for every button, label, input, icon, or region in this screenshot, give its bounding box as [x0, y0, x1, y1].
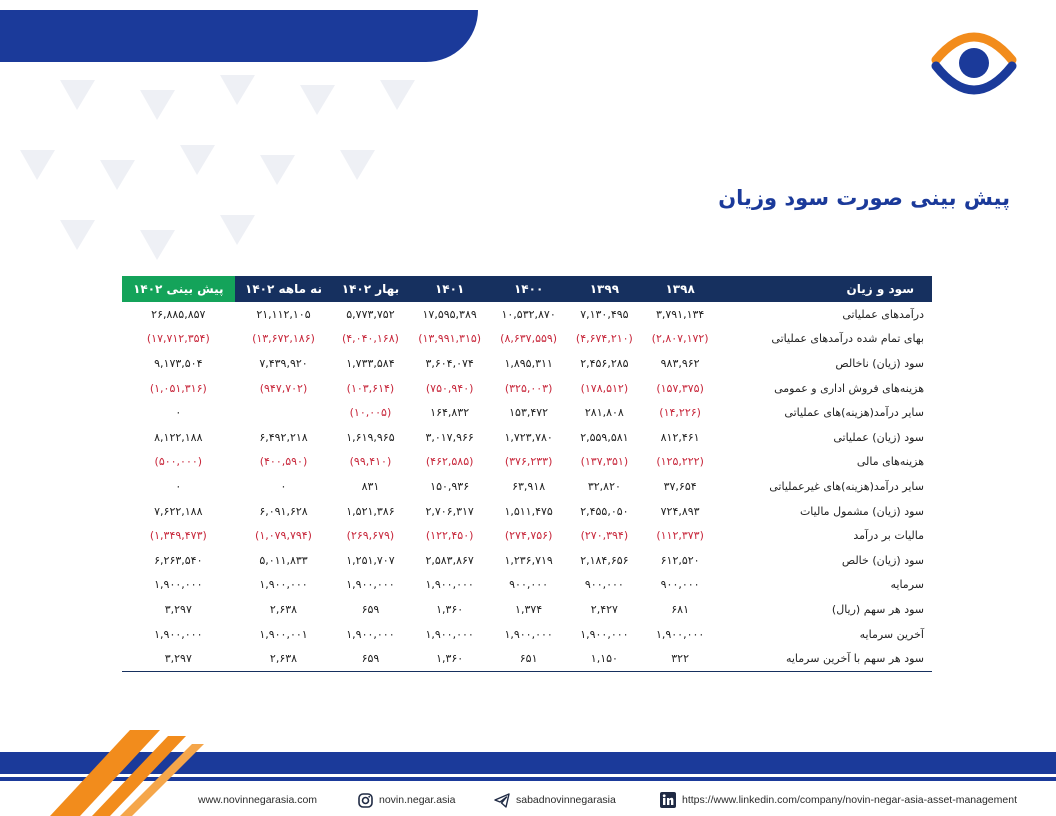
table-cell: ۱,۶۱۹,۹۶۵ — [346, 430, 395, 444]
table-cell: ۵,۷۷۳,۷۵۲ — [346, 307, 395, 321]
table-cell: (۲۷۴,۷۵۶) — [504, 529, 553, 543]
table-row — [122, 548, 932, 573]
table-cell: (۱۷,۷۱۲,۳۵۴) — [146, 332, 210, 346]
table-cell: ۱,۳۶۰ — [436, 602, 464, 616]
column-header: ۱۴۰۱ — [409, 276, 491, 302]
table-cell: ۱,۱۵۰ — [567, 646, 643, 671]
table-cell: ۶,۰۹۱,۶۲۸ — [259, 504, 308, 518]
linkedin-text: https://www.linkedin.com/company/novin-negar-asia-asset-management — [682, 794, 1017, 806]
table-cell: (۳۷۶,۲۳۳) — [504, 455, 553, 469]
table-cell: (۴,۰۴۰,۱۶۸) — [341, 332, 399, 346]
table-cell: ۱,۹۰۰,۰۰۰ — [425, 627, 474, 641]
table-row — [122, 450, 932, 475]
table-row — [122, 622, 932, 647]
table-cell: ۷۲۴,۸۹۳ — [660, 504, 700, 518]
table-cell: ۹۰۰,۰۰۰ — [509, 578, 549, 592]
column-header: ۱۳۹۸ — [642, 276, 718, 302]
table-cell: ۶۳,۹۱۸ — [512, 479, 546, 493]
table-row — [122, 400, 932, 425]
table-cell: (۴,۶۷۴,۲۱۰) — [575, 332, 633, 346]
table-cell: ۱,۳۷۴ — [515, 602, 543, 616]
footer-instagram[interactable] — [358, 791, 455, 809]
table-cell: ۸۱۲,۴۶۱ — [660, 430, 700, 444]
row-label: سود هر سهم با آخرین سرمایه — [718, 646, 932, 671]
table-row — [122, 646, 932, 671]
table-cell: ۳۲,۸۲۰ — [587, 479, 621, 493]
company-logo — [928, 22, 1020, 102]
table-row — [122, 351, 932, 376]
table-cell: ۷,۴۳۹,۹۲۰ — [259, 356, 308, 370]
table-cell: ۷,۱۳۰,۴۹۵ — [580, 307, 629, 321]
table-cell: (۱۵۷,۳۷۵) — [656, 381, 704, 395]
table-cell: ۲,۴۵۶,۲۸۵ — [580, 356, 629, 370]
table-cell: (۱۷۸,۵۱۲) — [580, 381, 629, 395]
telegram-icon — [494, 793, 510, 808]
table-cell: ۲۶,۸۸۵,۸۵۷ — [151, 307, 206, 321]
table-cell: ۲,۶۳۸ — [235, 646, 333, 671]
table-row — [122, 573, 932, 598]
row-label: مالیات بر درآمد — [853, 529, 924, 543]
table-cell: ۱,۷۳۳,۵۸۴ — [346, 356, 395, 370]
table-cell: (۲,۸۰۷,۱۷۲) — [651, 332, 709, 346]
table-cell: ۱,۹۰۰,۰۰۰ — [504, 627, 553, 641]
table-cell: (۱۴,۲۲۶) — [659, 406, 701, 420]
table-cell: ۱,۵۱۱,۴۷۵ — [504, 504, 553, 518]
table-row — [122, 425, 932, 450]
table-cell: ۶,۲۶۳,۵۴۰ — [154, 553, 203, 567]
table-cell: ۲,۵۵۹,۵۸۱ — [580, 430, 629, 444]
table-cell: ۱,۹۰۰,۰۰۰ — [425, 578, 474, 592]
table-cell: ۱,۹۰۰,۰۰۰ — [346, 578, 395, 592]
income-forecast-table — [122, 276, 932, 672]
row-label: سود هر سهم (ریال) — [831, 602, 924, 616]
table-cell: ۶,۴۹۲,۲۱۸ — [259, 430, 308, 444]
footer-telegram[interactable] — [494, 791, 616, 809]
table-cell: ۱,۹۰۰,۰۰۱ — [259, 627, 308, 641]
table-cell: ۹۰۰,۰۰۰ — [660, 578, 700, 592]
table-cell: ۶۱۲,۵۲۰ — [660, 553, 700, 567]
table-cell: ۶۵۱ — [491, 646, 567, 671]
table-cell: ۳,۷۹۱,۱۳۴ — [655, 307, 705, 321]
column-header: نه ماهه ۱۴۰۲ — [235, 276, 333, 302]
forecast-column-header: پیش بینی ۱۴۰۲ — [122, 276, 235, 302]
table-cell: (۱,۰۷۹,۷۹۴) — [255, 529, 312, 543]
table-cell: ۱۶۴,۸۳۲ — [430, 406, 470, 420]
table-cell: (۱۱۲,۳۷۳) — [656, 529, 704, 543]
row-label: سود (زیان) ناخالص — [835, 356, 924, 370]
table-cell: ۱,۳۶۰ — [409, 646, 491, 671]
website-text: www.novinnegarasia.com — [198, 794, 318, 806]
table-cell: ۱,۹۰۰,۰۰۰ — [346, 627, 395, 641]
table-cell: ۱,۹۰۰,۰۰۰ — [259, 578, 308, 592]
table-header-row — [122, 276, 932, 302]
table-cell: ۱۵۰,۹۳۶ — [430, 479, 470, 493]
table-cell: (۱۳۷,۳۵۱) — [580, 455, 629, 469]
table-cell: ۶۸۱ — [671, 602, 689, 616]
table-cell: ۹۸۳,۹۶۲ — [660, 356, 700, 370]
table-cell: ۰ — [175, 479, 182, 493]
table-cell: ۳۲۲ — [642, 646, 718, 671]
table-cell: (۴۰۰,۵۹۰) — [259, 455, 308, 469]
column-header: ۱۴۰۰ — [491, 276, 567, 302]
table-cell: ۵,۰۱۱,۸۳۳ — [259, 553, 308, 567]
table-cell: (۱۲۲,۴۵۰) — [425, 529, 474, 543]
row-label: هزینه‌های فروش اداری و عمومی — [774, 381, 924, 395]
table-cell: (۱۰۳,۶۱۴) — [346, 381, 395, 395]
table-cell: (۱۳,۶۷۲,۱۸۶) — [252, 332, 315, 346]
table-cell: ۲,۴۵۵,۰۵۰ — [580, 504, 629, 518]
top-banner — [0, 10, 478, 62]
table-cell: ۱,۹۰۰,۰۰۰ — [655, 627, 705, 641]
table-cell: ۲۸۱,۸۰۸ — [584, 406, 624, 420]
table-cell: ۰ — [280, 479, 287, 493]
table-cell: ۱,۲۵۱,۷۰۷ — [346, 553, 395, 567]
row-label: درآمدهای عملیاتی — [842, 307, 924, 321]
table-cell: ۷,۶۲۲,۱۸۸ — [154, 504, 203, 518]
table-row — [122, 302, 932, 327]
table-cell: ۲,۴۲۷ — [590, 602, 618, 616]
table-cell: ۸,۱۲۲,۱۸۸ — [154, 430, 203, 444]
table-cell: (۲۷۰,۳۹۴) — [580, 529, 629, 543]
row-label: بهای تمام شده درآمدهای عملیاتی — [771, 332, 924, 346]
column-header: سود و زیان — [718, 276, 932, 302]
table-cell: ۱,۲۳۶,۷۱۹ — [504, 553, 553, 567]
linkedin-icon — [660, 792, 676, 808]
table-cell: ۱,۸۹۵,۳۱۱ — [504, 356, 553, 370]
table-cell: (۱۳,۹۹۱,۳۱۵) — [418, 332, 482, 346]
column-header: ۱۳۹۹ — [567, 276, 643, 302]
table-cell: ۲,۵۸۳,۸۶۷ — [425, 553, 474, 567]
table-cell: ۳,۲۹۷ — [164, 602, 192, 616]
table-cell: ۸۳۱ — [361, 479, 380, 493]
row-label: سرمایه — [890, 578, 924, 592]
table-cell: ۲,۷۰۶,۳۱۷ — [425, 504, 474, 518]
row-label: آخرین سرمایه — [859, 627, 924, 641]
table-cell: (۵۰۰,۰۰۰) — [154, 455, 203, 469]
table-cell: ۰ — [175, 406, 182, 420]
table-cell: (۹۹,۴۱۰) — [349, 455, 392, 469]
footer-linkedin[interactable] — [660, 791, 1017, 809]
table-cell: (۲۶۹,۶۷۹) — [346, 529, 395, 543]
table-cell: ۱,۵۲۱,۳۸۶ — [346, 504, 395, 518]
table-cell: (۱,۰۵۱,۳۱۶) — [149, 381, 207, 395]
table-row — [122, 376, 932, 401]
row-label: سایر درآمد(هزینه)های غیرعملیاتی — [769, 479, 924, 493]
table-cell: ۳,۲۹۷ — [122, 646, 235, 671]
table-cell — [235, 400, 333, 425]
table-cell: ۲,۱۸۴,۶۵۶ — [580, 553, 629, 567]
telegram-text: sabadnovinnegarasia — [516, 794, 616, 806]
table-cell: ۱,۷۲۳,۷۸۰ — [504, 430, 553, 444]
table-cell: (۳۲۵,۰۰۳) — [504, 381, 553, 395]
column-header: بهار ۱۴۰۲ — [332, 276, 408, 302]
row-label: سایر درآمد(هزینه)های عملیاتی — [784, 406, 924, 420]
table-cell: ۱۰,۵۳۲,۸۷۰ — [501, 307, 556, 321]
table-cell: (۸,۶۳۷,۵۵۹) — [500, 332, 558, 346]
table-row — [122, 474, 932, 499]
table-cell: ۱,۹۰۰,۰۰۰ — [154, 627, 203, 641]
row-label: سود (زیان) مشمول مالیات — [799, 504, 924, 518]
table-cell: ۲,۶۳۸ — [269, 602, 298, 616]
table-cell: (۴۶۲,۵۸۵) — [425, 455, 474, 469]
instagram-text: novin.negar.asia — [379, 794, 456, 806]
table-cell: (۱,۳۴۹,۴۷۳) — [149, 529, 207, 543]
table-row — [122, 499, 932, 524]
table-row — [122, 597, 932, 622]
table-cell: ۳۷,۶۵۴ — [663, 479, 697, 493]
table-cell: ۹,۱۷۳,۵۰۴ — [154, 356, 203, 370]
table-cell: (۹۴۷,۷۰۲) — [259, 381, 308, 395]
table-cell: ۱,۹۰۰,۰۰۰ — [580, 627, 629, 641]
table-cell: (۱۰,۰۰۵) — [349, 406, 392, 420]
table-cell: ۳,۶۰۴,۰۷۴ — [425, 356, 474, 370]
table-cell: (۱۲۵,۲۲۲) — [656, 455, 704, 469]
instagram-icon — [358, 793, 373, 808]
table-row — [122, 523, 932, 548]
table-cell: ۳,۰۱۷,۹۶۶ — [425, 430, 474, 444]
table-cell: ۲۱,۱۱۲,۱۰۵ — [256, 307, 311, 321]
table-cell: ۶۵۹ — [332, 646, 408, 671]
table-cell: ۶۵۹ — [361, 602, 380, 616]
row-label: سود (زیان) خالص — [841, 553, 924, 567]
table-cell: ۹۰۰,۰۰۰ — [584, 578, 624, 592]
page-title: پیش بینی صورت سود وزیان — [718, 186, 1010, 210]
table-cell: ۱۷,۵۹۵,۳۸۹ — [422, 307, 477, 321]
table-row — [122, 327, 932, 352]
row-label: سود (زیان) عملیاتی — [833, 430, 924, 444]
table-cell: ۱,۹۰۰,۰۰۰ — [154, 578, 203, 592]
table-cell: ۱۵۳,۴۷۲ — [509, 406, 549, 420]
footer-website[interactable] — [198, 791, 317, 809]
row-label: هزینه‌های مالی — [856, 455, 924, 469]
table-cell: (۷۵۰,۹۴۰) — [425, 381, 474, 395]
